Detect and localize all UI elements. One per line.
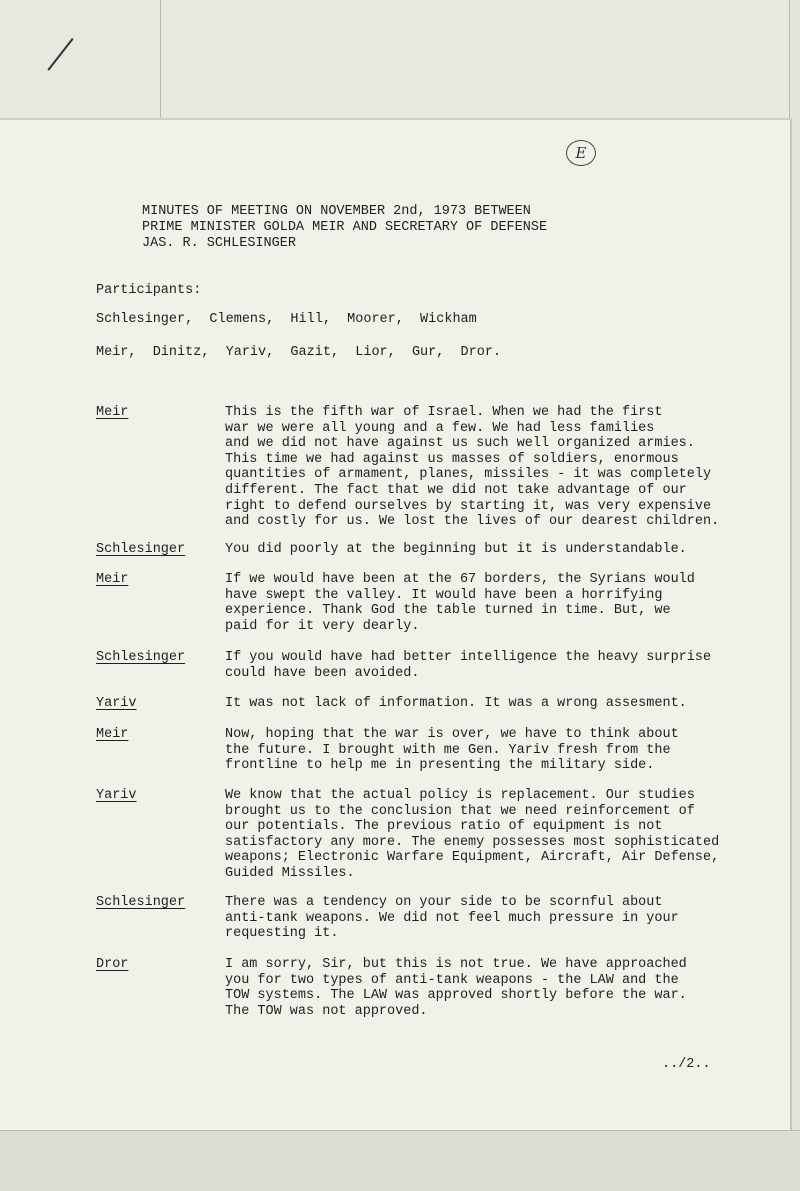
document-title [142, 204, 547, 252]
speech-text: You did poorly at the beginning but it is understandable. [225, 542, 687, 557]
speaker-name: Yariv [96, 788, 137, 803]
speech-text: I am sorry, Sir, but this is not true. We have approached you for two types of anti-tank weapons - the LAW and the TOW systems. The LAW was approved shortly before the war. The TOW was not approved. [225, 957, 687, 1019]
previous-page-strip [0, 0, 800, 118]
participants-us: Schlesinger, Clemens, Hill, Moorer, Wickham [96, 312, 477, 327]
speaker-name: Schlesinger [96, 542, 186, 557]
participants-israel: Meir, Dinitz, Yariv, Gazit, Lior, Gur, Dror. [96, 345, 502, 360]
title-line: PRIME MINISTER GOLDA MEIR AND SECRETARY OF DEFENSE [142, 220, 548, 235]
speaker-name: Yariv [96, 696, 137, 711]
speech-text: If we would have been at the 67 borders, the Syrians would have swept the valley. It would have been a horrifying experience. Thank God the table turned in time. But, we paid for it very dearly. [225, 572, 695, 634]
title-line: JAS. R. SCHLESINGER [142, 236, 296, 251]
speaker-name: Meir [96, 405, 129, 420]
speech-text: It was not lack of information. It was a wrong assesment. [225, 696, 687, 711]
circled-letter-mark: E [566, 140, 596, 166]
page-continuation-marker: ../2.. [662, 1057, 711, 1072]
speech-text: If you would have had better intelligence the heavy surprise could have been avoided. [225, 650, 712, 681]
speaker-name: Meir [96, 572, 129, 587]
speaker-name: Schlesinger [96, 650, 186, 665]
pen-mark [47, 38, 73, 71]
speaker-name: Schlesinger [96, 895, 186, 910]
speaker-name: Dror [96, 957, 129, 972]
title-line: MINUTES OF MEETING ON NOVEMBER 2nd, 1973 BETWEEN [142, 204, 531, 219]
speech-text: This is the fifth war of Israel. When we had the first war we were all young and a few. We had less families and we did not have against us such well organized armies. This time we had against us masses of soldiers, enormous quantities of armament, planes, missiles - it was completely different. The fact that we did not take advantage of our right to defend ourselves by starting it, was very expensive and costly for us. We lost the lives of our dearest children. [225, 405, 720, 530]
speech-text: Now, hoping that the war is over, we have to think about the future. I brought with me Gen. Yariv fresh from the frontline to help me in presenting the military side. [225, 727, 679, 774]
next-page-strip [0, 1130, 800, 1191]
participants-label: Participants: [96, 283, 202, 298]
speech-text: There was a tendency on your side to be scornful about anti-tank weapons. We did not feel much pressure in your requesting it. [225, 895, 679, 942]
speaker-name: Meir [96, 727, 129, 742]
fold-line [160, 0, 161, 118]
speech-text: We know that the actual policy is replacement. Our studies brought us to the conclusion that we need reinforcement of our potentials. The previous ratio of equipment is not satisfactory any more. The enemy possesses most sophisticated weapons; Electronic Warfare Equipment, Aircraft, Air Defense, Guided Missiles. [225, 788, 720, 881]
